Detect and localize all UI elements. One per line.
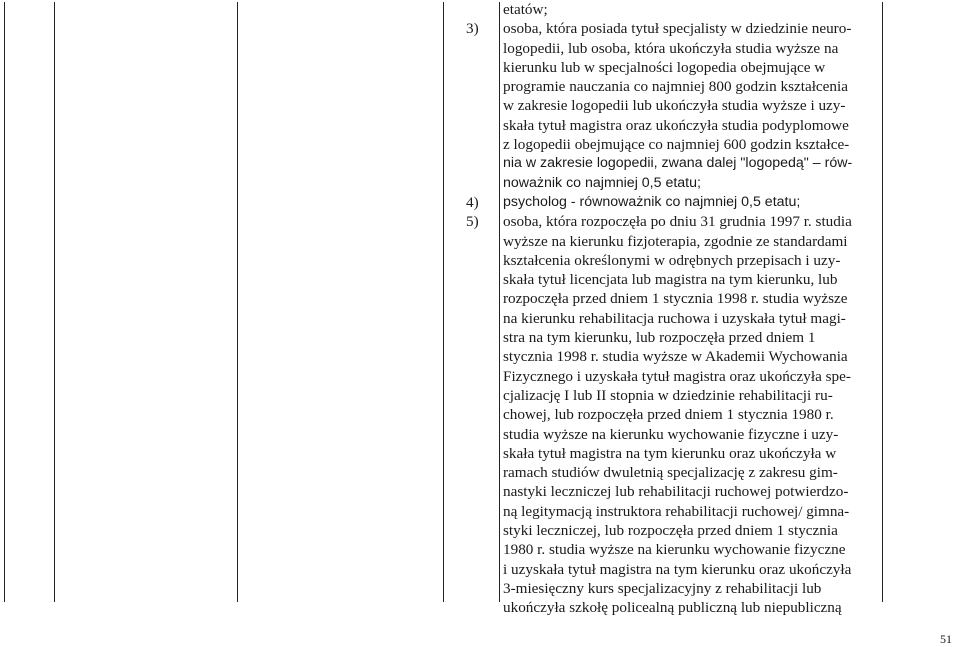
- page-number: 51: [940, 632, 952, 646]
- text-line: stycznia 1998 r. studia wyższe w Akademii Wychowania: [503, 348, 848, 366]
- text-line: skała tytuł magistra oraz ukończyła studia podyplomowe: [503, 116, 849, 134]
- list-item-text: [503, 193, 896, 212]
- text-line: studia wyższe na kierunku wychowanie fizyczne i uzy-: [503, 425, 839, 443]
- continuation-text: etatów;: [503, 1, 548, 18]
- text-line: i uzyskała tytuł magistra na tym kierunku oraz ukończyła: [503, 560, 852, 578]
- list-item-text: [503, 19, 896, 193]
- text-line: osoba, która rozpoczęła po dniu 31 grudnia 1997 r. studia: [503, 213, 852, 231]
- list-item-3: [466, 19, 896, 193]
- list-item-4: [466, 193, 896, 212]
- text-line: 3-miesięczny kurs specjalizacyjny z rehabilitacji lub: [503, 579, 822, 597]
- list-item-5: [466, 212, 896, 617]
- text-line: nia w zakresie logopedii, zwana dalej "logopedą" – rów-: [503, 155, 853, 172]
- text-line: cjalizację I lub II stopnia w dziedzinie rehabilitacji ru-: [503, 386, 833, 404]
- text-line: programie nauczania co najmniej 800 godzin kształcenia: [503, 78, 848, 96]
- text-line: ną legitymacją instruktora rehabilitacji ruchowej/ gimna-: [503, 502, 850, 520]
- text-line: osoba, która posiada tytuł specjalisty w dziedzinie neuro-: [503, 20, 852, 38]
- text-line: nastyki leczniczej lub rehabilitacji ruchowej potwierdzo-: [503, 483, 849, 501]
- text-line: skała tytuł magistra na tym kierunku oraz ukończyła w: [503, 444, 837, 462]
- text-line: psycholog - równoważnik co najmniej 0,5 etatu;: [503, 193, 801, 210]
- text-line: ramach studiów dwuletnią specjalizację z zakresu gim-: [503, 464, 838, 482]
- text-line: z logopedii obejmujące co najmniej 600 godzin kształce-: [503, 136, 850, 154]
- text-line: styki leczniczej, lub rozpoczęła przed dniem 1 stycznia: [503, 522, 838, 540]
- text-line: rozpoczęła przed dniem 1 stycznia 1998 r. studia wyższe: [503, 290, 848, 308]
- list-item-number: 3): [466, 20, 479, 38]
- table-rule-3: [237, 2, 238, 602]
- text-line: Fizycznego i uzyskała tytuł magistra oraz ukończyła spe-: [503, 367, 851, 385]
- text-line: noważnik co najmniej 0,5 etatu;: [503, 174, 701, 191]
- table-rule-4: [443, 2, 444, 602]
- table-rule-2: [54, 2, 55, 602]
- list-item-text: [503, 212, 896, 617]
- table-rule-1: [4, 2, 5, 602]
- document-body: [466, 0, 896, 618]
- text-line: skała tytuł licencjata lub magistra na tym kierunku, lub: [503, 271, 838, 289]
- text-line: 1980 r. studia wyższe na kierunku wychowanie fizyczne: [503, 541, 846, 559]
- text-line: chowej, lub rozpoczęła przed dniem 1 stycznia 1980 r.: [503, 406, 834, 424]
- text-line: wyższe na kierunku fizjoterapia, zgodnie ze standardami: [503, 232, 848, 250]
- text-line: ukończyła szkołę policealną publiczną lub niepubliczną: [503, 599, 842, 617]
- list-item-number: 4): [466, 193, 479, 211]
- text-line: kierunku lub w specjalności logopedia obejmujące w: [503, 58, 826, 76]
- text-line: kształcenia określonymi w odrębnych przepisach i uzy-: [503, 251, 841, 269]
- text-line: stra na tym kierunku, lub rozpoczęła przed dniem 1: [503, 329, 816, 347]
- text-line: w zakresie logopedii lub ukończyła studia wyższe i uzy-: [503, 97, 846, 115]
- list-item-number: 5): [466, 213, 479, 231]
- text-line: na kierunku rehabilitacja ruchowa i uzyskała tytuł magi-: [503, 309, 846, 327]
- text-line: logopedii, lub osoba, która ukończyła studia wyższe na: [503, 39, 839, 57]
